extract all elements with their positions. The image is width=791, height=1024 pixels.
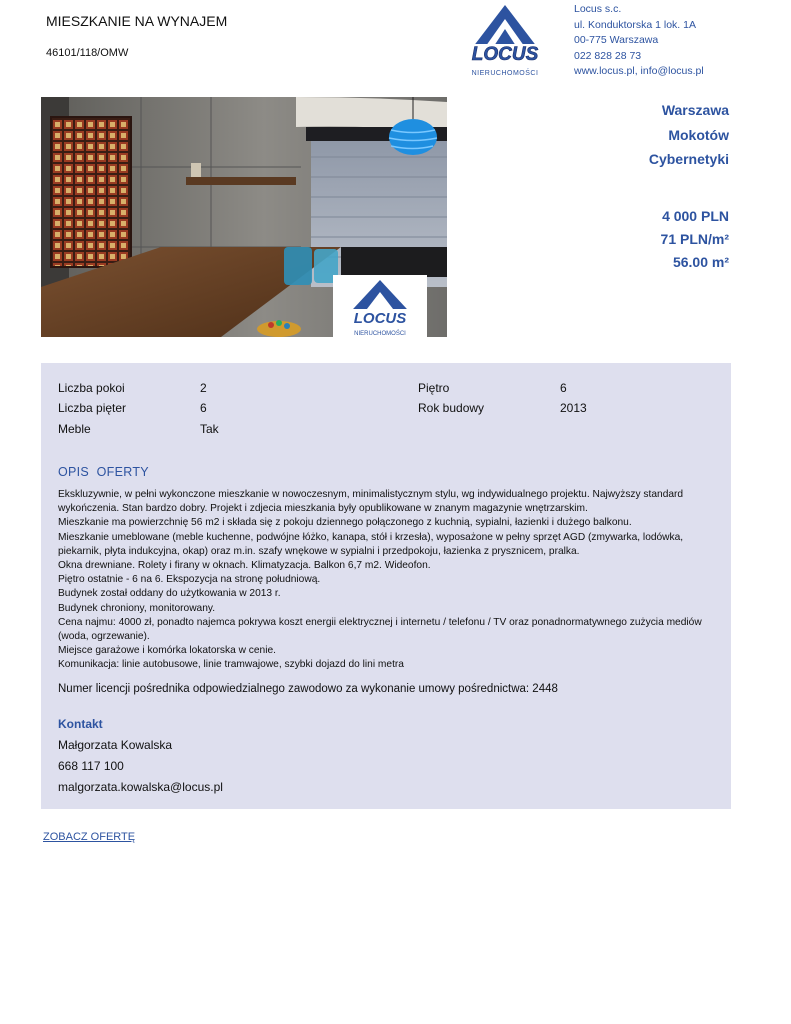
param-label-floors: Liczba pięter — [58, 401, 127, 415]
svg-text:NIERUCHOMOŚCI: NIERUCHOMOŚCI — [354, 331, 406, 337]
param-value-floor: 6 — [560, 381, 567, 395]
agency-city: 00-775 Warszawa — [574, 34, 659, 46]
param-value-floors: 6 — [200, 401, 207, 415]
agency-street: ul. Konduktorska 1 lok. 1A — [574, 18, 696, 31]
description-line: Budynek chroniony, monitorowany. — [58, 602, 216, 614]
description-line: Mieszkanie ma powierzchnię 56 m2 i składa się z pokoju dziennego połączonego z kuchnią, sypialni, łazienki i dużego balkonu. — [58, 517, 632, 529]
locus-logo — [458, 2, 552, 82]
apartment-photo-graphic — [41, 97, 447, 337]
contact-email[interactable]: malgorzata.kowalska@locus.pl — [58, 780, 223, 794]
description-line: Piętro ostatnie - 6 na 6. Ekspozycja na stronę południową. — [58, 574, 321, 586]
listing-title: MIESZKANIE NA WYNAJEM — [46, 13, 228, 29]
area: 56.00 m² — [672, 254, 729, 270]
param-value-furniture: Tak — [200, 422, 219, 436]
agency-contact-block — [574, 2, 704, 80]
location-street: Cybernetyki — [648, 151, 729, 167]
price-per-m2: 71 PLN/m² — [660, 231, 729, 247]
contact-phone: 668 117 100 — [58, 759, 124, 773]
param-value-rooms: 2 — [200, 381, 207, 395]
param-label-rooms: Liczba pokoi — [58, 381, 125, 395]
description-line: Cena najmu: 4000 zł, ponadto najemca pokrywa koszt energii elektrycznej i internetu / telefonu / TV oraz ponadnormatywnego zużycia mediów (woda, ogrzewanie). — [58, 616, 702, 643]
description-line: Mieszkanie umeblowane (meble kuchenne, podwójne łóżko, kanapa, stół i krzesła), wyposażone w pełny sprzęt AGD (zmywarka, lodówka, piekarnik, płyta indukcyjna, okap) oraz m.in. szafy wnękowe w sypialni i przedpokoju, łazienka z prysznicem, pralka. — [58, 531, 684, 557]
see-offer-link[interactable]: ZOBACZ OFERTĘ — [43, 831, 136, 843]
param-value-year: 2013 — [560, 401, 587, 415]
apartment-photo — [41, 97, 447, 337]
param-label-furniture: Meble — [58, 422, 91, 436]
description-line: Ekskluzywnie, w pełni wykonczone mieszkanie w nowoczesnym, minimalistycznym stylu, wg indywidualnego projektu. Najwyższy standard wykończenia. Stan bardzo dobry. Projekt i zdjecia mieszkania były opublikowane w znanym magazynie wnętrzarskim. — [58, 489, 684, 515]
contact-heading: Kontakt — [58, 717, 103, 731]
description-line: Miejsce garażowe i komórka lokatorska w cenie. — [58, 645, 276, 657]
agency-phone: 022 828 28 73 — [574, 49, 642, 62]
svg-text:NIERUCHOMOŚCI: NIERUCHOMOŚCI — [471, 70, 539, 77]
location-block — [649, 98, 729, 172]
listing-reference: 46101/118/OMW — [46, 47, 129, 59]
param-label-year: Rok budowy — [418, 401, 485, 415]
description-line: Budynek został oddany do użytkowania w 2013 r. — [58, 588, 281, 600]
description-line: Komunikacja: linie autobusowe, linie tramwajowe, szybki dojazd do lini metra — [58, 659, 404, 671]
param-label-floor: Piętro — [418, 381, 450, 395]
svg-text:LOCUS: LOCUS — [353, 310, 407, 327]
agency-web-email[interactable]: www.locus.pl, info@locus.pl — [574, 65, 704, 77]
price-total: 4 000 PLN — [662, 208, 729, 224]
svg-text:LOCUS: LOCUS — [471, 44, 539, 65]
location-district: Mokotów — [668, 126, 729, 143]
location-city: Warszawa — [661, 102, 729, 118]
agency-name: Locus s.c. — [574, 3, 622, 15]
description-heading: OPIS OFERTY — [58, 465, 149, 479]
price-block — [661, 205, 729, 274]
description-line: Okna drewniane. Rolety i firany w oknach. Klimatyzacja. Balkon 6,7 m2. Wideofon. — [58, 560, 431, 572]
description-text — [58, 488, 724, 673]
licence-number: Numer licencji pośrednika odpowiedzialnego zawodowo za wykonanie umowy pośrednictwa: 2448 — [58, 683, 558, 695]
contact-name: Małgorzata Kowalska — [58, 738, 173, 752]
